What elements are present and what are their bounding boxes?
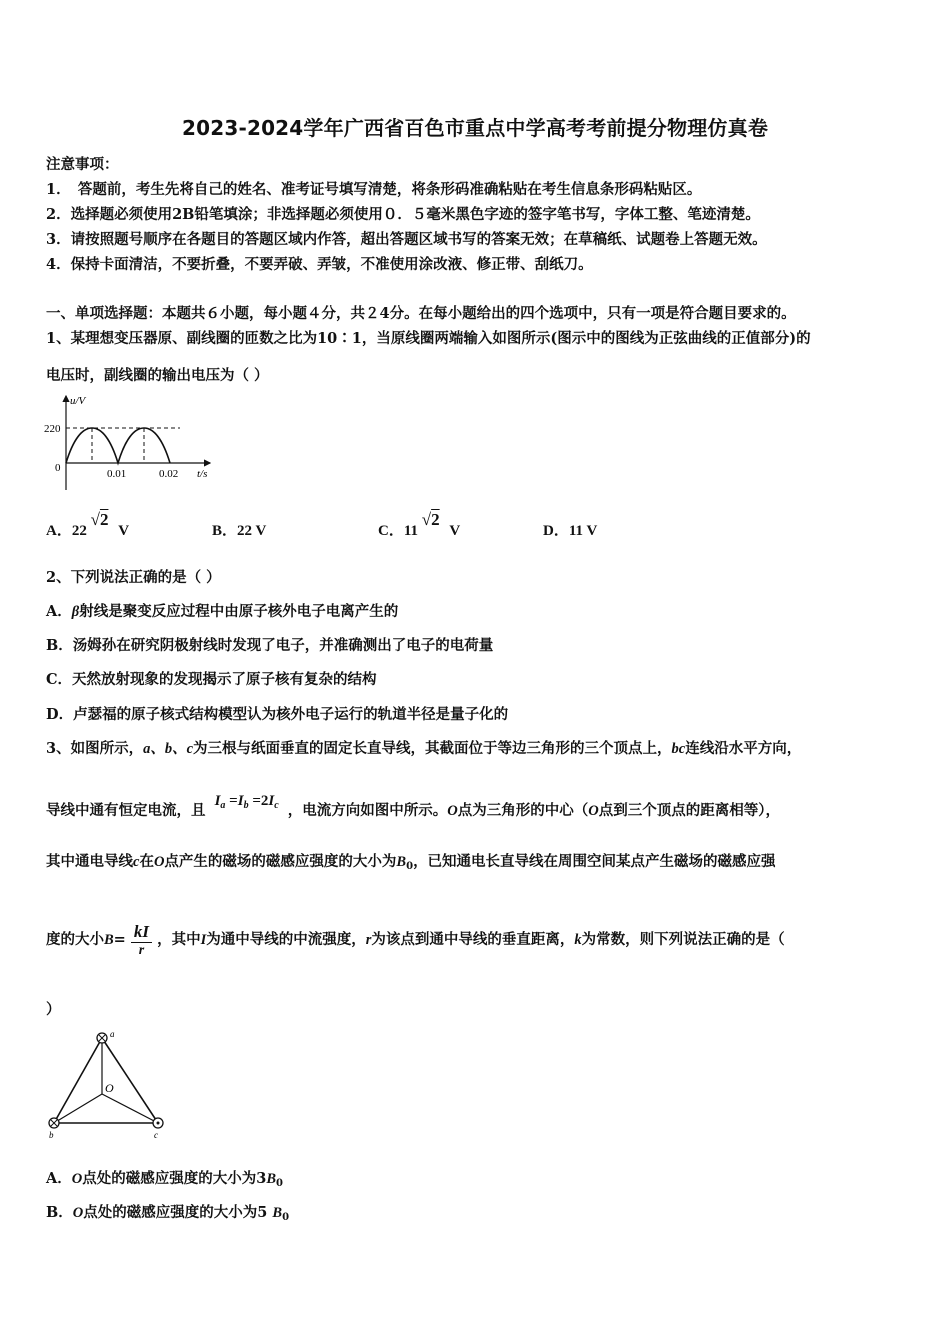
question-3-stem-line4: 度的大小B= $\frac{kI}{r}$ ，其中I为通中导线的中流强度，r为该点到通中导线的垂直距离，k为常数，则下列说法正确的是（ bbox=[46, 921, 785, 958]
label-b: b bbox=[49, 1130, 54, 1140]
q3-option-b[interactable]: B．O点处的磁感应强度的大小为5 $B_0$ bbox=[46, 1204, 290, 1223]
question-3-stem-line1: 3、如图所示，a、b、c为三根与纸面垂直的固定长直导线，其截面位于等边三角形的三个顶点上，bc连线沿水平方向， bbox=[46, 740, 802, 757]
notice-item: 2．选择题必须使用2B铅笔填涂；非选择题必须使用０．５毫米黑色字迹的签字笔书写，字体工整、笔迹清楚。 bbox=[46, 206, 760, 223]
triangle-wire-diagram bbox=[44, 1028, 170, 1140]
y-axis-label: u/V bbox=[70, 395, 86, 407]
notice-heading: 注意事项： bbox=[46, 156, 119, 173]
page-title: 2023-2024学年广西省百色市重点中学高考考前提分物理仿真卷 bbox=[181, 116, 769, 140]
label-c: c bbox=[154, 1130, 158, 1140]
sqrt-symbol: √2 bbox=[90, 510, 109, 529]
sqrt-symbol: √2 bbox=[421, 510, 440, 529]
q1-option-b[interactable]: B．22 V bbox=[212, 523, 267, 539]
x-tick-label: 0.01 bbox=[107, 468, 127, 480]
q1-option-d[interactable]: D．11 V bbox=[543, 523, 598, 539]
notice-item: 1． 答题前，考生先将自己的姓名、准考证号填写清楚，将条形码准确粘贴在考生信息条形码粘贴区。 bbox=[46, 181, 702, 198]
notice-item: 4．保持卡面清洁，不要折叠，不要弄破、弄皱，不准使用涂改液、修正带、刮纸刀。 bbox=[46, 256, 593, 273]
q2-option-d[interactable]: D．卢瑟福的原子核式结构模型认为核外电子运行的轨道半径是量子化的 bbox=[46, 706, 509, 723]
current-relation-formula: $I_a =I_b =2I_c$ bbox=[214, 793, 279, 811]
wire-c-icon bbox=[153, 1118, 163, 1128]
y-tick-label: 220 bbox=[44, 423, 61, 435]
question-2-stem: 2、下列说法正确的是（ ） bbox=[46, 569, 221, 586]
q2-option-c[interactable]: C．天然放射现象的发现揭示了原子核有复杂的结构 bbox=[46, 671, 377, 688]
fraction-kI-over-r: $\frac{kI}{r}$ bbox=[131, 922, 152, 959]
section-heading: 一、单项选择题：本题共６小题，每小题４分，共２4分。在每小题给出的四个选项中，只有一项是符合题目要求的。 bbox=[46, 305, 796, 322]
question-3-stem-close: ） bbox=[46, 1001, 61, 1018]
rectified-sine-curve bbox=[66, 428, 170, 463]
q2-option-a[interactable]: A．β射线是聚变反应过程中由原子核外电子电离产生的 bbox=[46, 603, 399, 620]
x-axis-label: t/s bbox=[197, 468, 208, 480]
q1-option-a[interactable]: A．22 √2 V bbox=[46, 510, 130, 539]
x-tick-label: 0.02 bbox=[159, 468, 179, 480]
notice-item: 3．请按照题号顺序在各题目的答题区域内作答，超出答题区域书写的答案无效；在草稿纸、试题卷上答题无效。 bbox=[46, 231, 767, 248]
origin-label: 0 bbox=[55, 462, 61, 474]
question-3-stem-line3: 其中通电导线c在O点产生的磁场的磁感应强度的大小为$B_0$，已知通电长直导线在周围空间某点产生磁场的磁感应强 bbox=[46, 853, 776, 872]
label-a: a bbox=[110, 1029, 115, 1039]
wire-a-icon bbox=[97, 1033, 107, 1043]
q1-option-c[interactable]: C．11 √2 V bbox=[378, 510, 461, 539]
q3-option-a[interactable]: A．O点处的磁感应强度的大小为$3B_0$ bbox=[46, 1170, 283, 1189]
label-O: O bbox=[105, 1081, 114, 1095]
question-1-stem: 1、某理想变压器原、副线圈的匝数之比为10∶1，当原线圈两端输入如图所示(图示中的图线为正弦曲线的正值部分)的 bbox=[46, 330, 811, 347]
q2-option-b[interactable]: B．汤姆孙在研究阴极射线时发现了电子，并准确测出了电子的电荷量 bbox=[46, 637, 494, 654]
triangle-side bbox=[54, 1038, 102, 1123]
voltage-time-graph bbox=[40, 390, 220, 494]
center-line bbox=[54, 1094, 102, 1123]
wire-b-icon bbox=[49, 1118, 59, 1128]
question-1-stem-cont: 电压时，副线圈的输出电压为（ ） bbox=[46, 367, 269, 384]
center-line bbox=[102, 1094, 158, 1123]
question-3-stem-line2: 导线中通有恒定电流，且 $I_a =I_b =2I_c$ ，电流方向如图中所示。O点为三角形的中心（O点到三个顶点的距离相等）， bbox=[46, 793, 780, 819]
